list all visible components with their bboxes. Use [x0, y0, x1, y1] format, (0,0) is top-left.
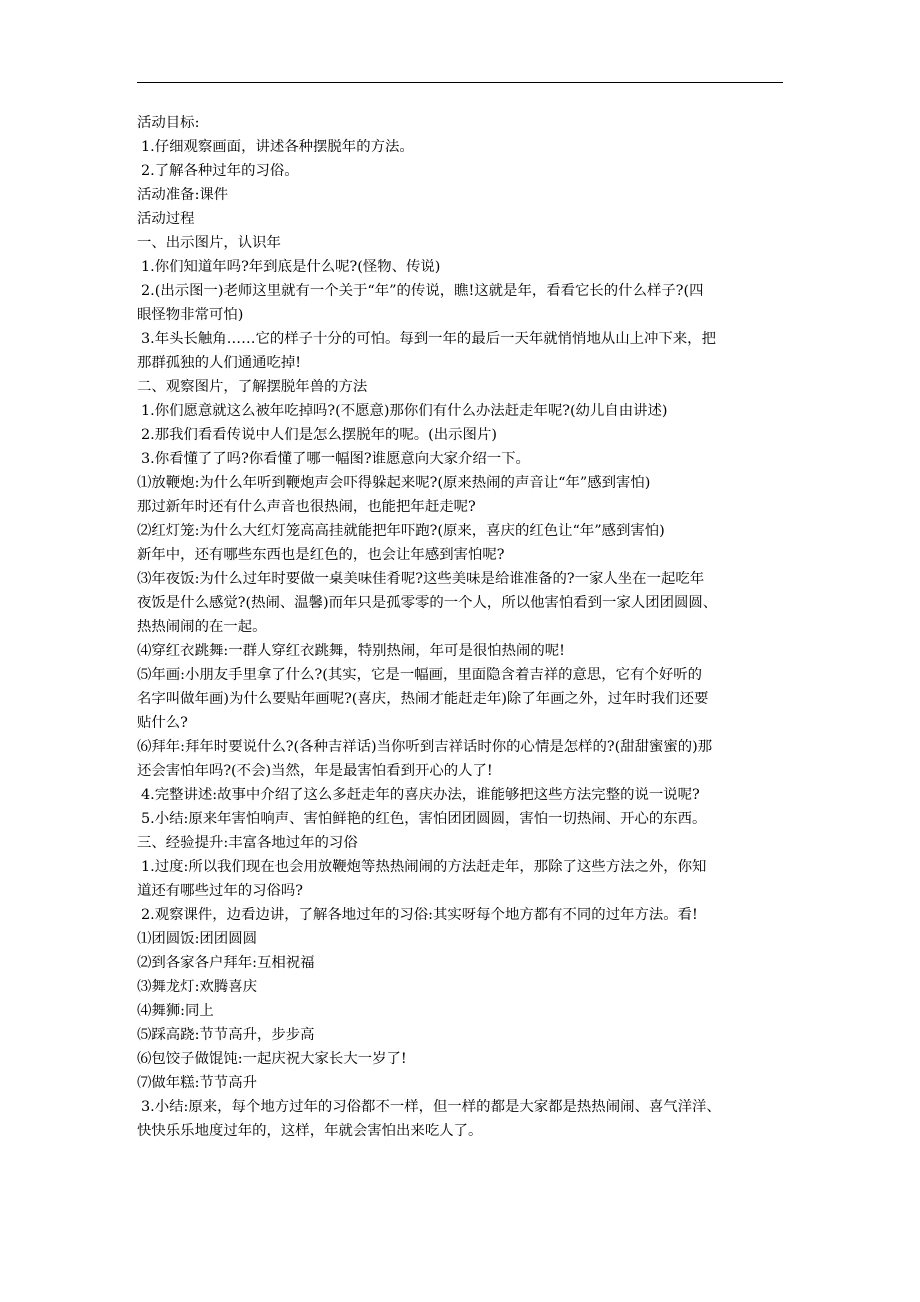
text-line: 贴什么? [137, 715, 188, 731]
text-line: ⑴团圆饭:团团圆圆 [137, 931, 257, 947]
text-line: 3.小结:原来，每个地方过年的习俗都不一样，但一样的都是大家都是热热闹闹、喜气洋洋、 [141, 1099, 721, 1115]
text-line: 热热闹闹的在一起。 [137, 619, 267, 635]
text-line: ⑸踩高跷:节节高升，步步高 [137, 1027, 315, 1043]
text-line: ⑹包饺子做馄饨:一起庆祝大家长大一岁了! [137, 1051, 407, 1067]
text-line: 1.你们愿意就这么被年吃掉吗?(不愿意)那你们有什么办法赶走年呢?(幼儿自由讲述) [141, 403, 668, 419]
text-line: 眼怪物非常可怕) [137, 307, 244, 323]
text-line: 2.观察课件，边看边讲，了解各地过年的习俗:其实呀每个地方都有不同的过年方法。看! [141, 907, 698, 923]
text-line: ⑴放鞭炮:为什么年听到鞭炮声会吓得躲起来呢?(原来热闹的声音让“年”感到害怕) [137, 475, 651, 491]
text-line: ⑶年夜饭:为什么过年时要做一桌美味佳肴呢?这些美味是给谁准备的?一家人坐在一起吃年 [137, 571, 705, 587]
text-line: ⑷舞狮:同上 [137, 1003, 214, 1019]
text-line: 新年中，还有哪些东西也是红色的，也会让年感到害怕呢? [137, 547, 505, 563]
text-line: 那过新年时还有什么声音也很热闹，也能把年赶走呢? [137, 499, 476, 515]
text-line: 4.完整讲述:故事中介绍了这么多赶走年的喜庆办法，谁能够把这些方法完整的说一说呢? [141, 787, 700, 803]
text-line: ⑶舞龙灯:欢腾喜庆 [137, 979, 257, 995]
text-line: ⑵到各家各户拜年:互相祝福 [137, 955, 315, 971]
document-body [137, 111, 787, 1143]
text-line: ⑺做年糕:节节高升 [137, 1075, 257, 1091]
text-line: 名字叫做年画)为什么要贴年画呢?(喜庆，热闹才能赶走年)除了年画之外，过年时我们还要 [137, 691, 709, 707]
text-line: 1.过度:所以我们现在也会用放鞭炮等热热闹闹的方法赶走年，那除了这些方法之外，你知 [141, 859, 707, 875]
text-line: 那群孤独的人们通通吃掉! [137, 355, 302, 371]
text-line: 1.你们知道年吗?年到底是什么呢?(怪物、传说) [141, 259, 441, 275]
text-line: 夜饭是什么感觉?(热闹、温馨)而年只是孤零零的一个人，所以他害怕看到一家人团团圆圆、 [137, 595, 718, 611]
text-line: 活动准备:课件 [137, 187, 229, 203]
header-rule [137, 82, 783, 83]
text-line: 活动目标: [137, 115, 200, 131]
text-line: 快快乐乐地度过年的，这样，年就会害怕出来吃人了。 [137, 1123, 483, 1139]
text-line: 三、经验提升:丰富各地过年的习俗 [137, 835, 358, 851]
text-line: ⑵红灯笼:为什么大红灯笼高高挂就能把年吓跑?(原来，喜庆的红色让“年”感到害怕) [137, 523, 665, 539]
text-line: 1.仔细观察画面，讲述各种摆脱年的方法。 [141, 139, 414, 155]
text-line: 5.小结:原来年害怕响声、害怕鲜艳的红色，害怕团团圆圆，害怕一切热闹、开心的东西。 [141, 811, 707, 827]
text-line: 还会害怕年吗?(不会)当然，年是最害怕看到开心的人了! [137, 763, 493, 779]
text-line: 3.你看懂了了吗?你看懂了哪一幅图?谁愿意向大家介绍一下。 [141, 451, 530, 467]
text-line: ⑷穿红衣跳舞:一群人穿红衣跳舞，特别热闹，年可是很怕热闹的呢! [137, 643, 565, 659]
text-line: 2.(出示图一)老师这里就有一个关于“年”的传说，瞧!这就是年，看看它长的什么样子?(四 [141, 283, 704, 299]
text-line: ⑹拜年:拜年时要说什么?(各种吉祥话)当你听到吉祥话时你的心情是怎样的?(甜甜蜜蜜的)那 [137, 739, 713, 755]
text-line: 一、出示图片，认识年 [137, 235, 281, 251]
text-line: 二、观察图片，了解摆脱年兽的方法 [137, 379, 368, 395]
text-line: 3.年头长触角……它的样子十分的可怕。每到一年的最后一天年就悄悄地从山上冲下来，把 [141, 331, 716, 347]
text-line: 活动过程 [137, 211, 195, 227]
text-line: 2.了解各种过年的习俗。 [141, 163, 299, 179]
text-line: 道还有哪些过年的习俗吗? [137, 883, 304, 899]
text-line: 2.那我们看看传说中人们是怎么摆脱年的呢。(出示图片) [141, 427, 497, 443]
text-line: ⑸年画:小朋友手里拿了什么?(其实，它是一幅画，里面隐含着吉祥的意思，它有个好听的 [137, 667, 703, 683]
